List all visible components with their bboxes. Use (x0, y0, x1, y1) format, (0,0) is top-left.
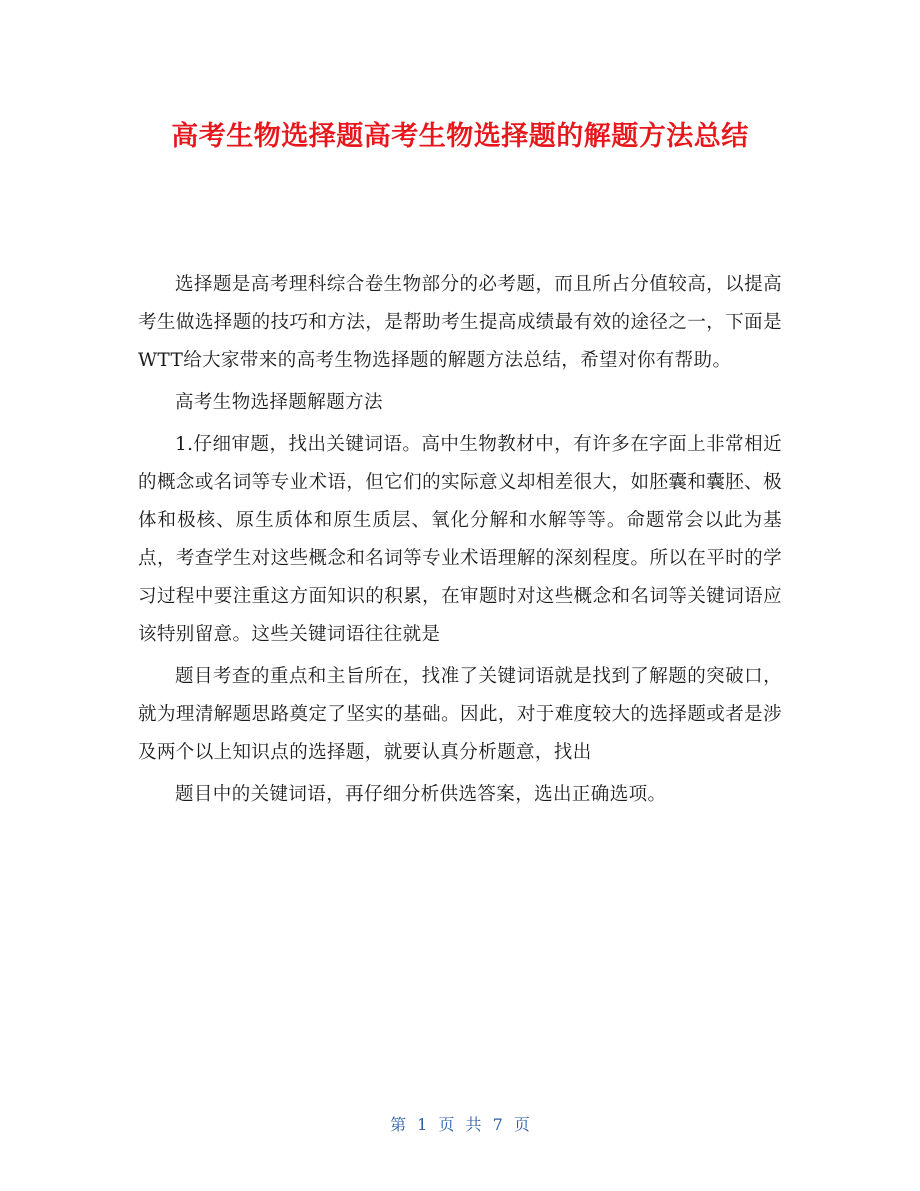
paragraph-intro: 选择题是高考理科综合卷生物部分的必考题，而且所占分值较高，以提高考生做选择题的技巧和方法，是帮助考生提高成绩最有效的途径之一，下面是WTT给大家带来的高考生物选择题的解题方法总结，希望对你有帮助。 (138, 274, 782, 371)
paragraph-method-1-continued: 题目考查的重点和主旨所在，找准了关键词语就是找到了解题的突破口，就为理清解题思路奠定了坚实的基础。因此，对于难度较大的选择题或者是涉及两个以上知识点的选择题，就要认真分析题意，找出 (138, 666, 782, 763)
paragraph-section-heading: 高考生物选择题解题方法 (175, 392, 383, 413)
document-title: 高考生物选择题高考生物选择题的解题方法总结 (171, 121, 749, 152)
page-number-footer: 第 1 页 共 7 页 (390, 1115, 530, 1134)
document-body (138, 266, 782, 818)
paragraph-method-1: 1.仔细审题，找出关键词语。高中生物教材中，有许多在字面上非常相近的概念或名词等专业术语，但它们的实际意义却相差很大，如胚囊和囊胚、极体和极核、原生质体和原生质层、氧化分解和水解等等。命题常会以此为基点，考查学生对这些概念和名词等专业术语理解的深刻程度。所以在平时的学习过程中要注重这方面知识的积累，在审题时对这些概念和名词等关键词语应该特别留意。这些关键词语往往就是 (138, 434, 782, 645)
paragraph-method-1-conclusion: 题目中的关键词语，再仔细分析供选答案，选出正确选项。 (175, 784, 667, 805)
